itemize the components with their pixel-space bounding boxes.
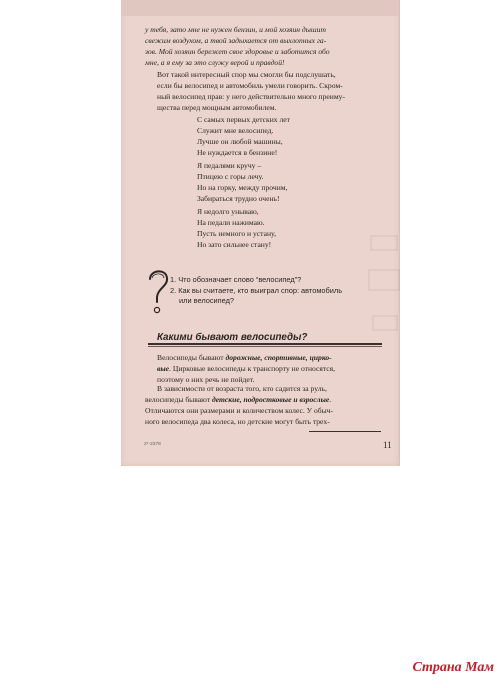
poem-line: Я недолго унываю, (197, 207, 259, 216)
poem-stanza-2 (197, 160, 377, 204)
paragraph-line: Вот такой интересный спор мы смогли бы подслушать, (157, 70, 336, 79)
poem-line: С самых первых детских лет (197, 115, 290, 124)
intro-paragraph (145, 24, 383, 68)
paragraph-line: поэтому о них речь не пойдет. (157, 375, 255, 384)
paragraph-line: если бы велосипед и автомобиль умели говорить. Скром- (157, 81, 343, 90)
scanned-book-page (121, 0, 400, 466)
age-categories-paragraph (145, 383, 383, 427)
question-mark-icon (143, 265, 173, 317)
poem-line: Птицею с горы лечу. (197, 172, 264, 181)
dispute-paragraph (145, 69, 383, 113)
print-code: 2*-2378 (144, 442, 161, 447)
poem-line: Но зато сильнее стану! (197, 240, 272, 249)
page-number: 11 (383, 440, 392, 450)
paragraph-line: Отличаются они размерами и количеством колес. У обыч- (145, 406, 334, 415)
page-top-shadow (121, 0, 399, 16)
paragraph-line (145, 394, 383, 405)
paragraph-line: ный велосипед прав: у него действительно много преиму- (157, 92, 345, 101)
intro-line: мне, а я ему за это служу верой и правдой! (145, 58, 285, 67)
question-2-continuation: или велосипед? (179, 296, 235, 305)
question-2: 2. Как вы считаете, кто выиграл спор: автомобиль (170, 285, 343, 295)
paragraph-line: В зависимости от возраста того, кто садится за руль, (157, 384, 327, 393)
poem-line: Пусть немного и устану, (197, 229, 276, 238)
paragraph-line (145, 363, 383, 374)
intro-line: свежим воздухом, а твой задыхается от выхлопных га- (145, 36, 327, 45)
text-run: . Цирковые велосипеды к транспорту не относятся, (169, 364, 336, 373)
poem-line: Лучше он любой машины, (197, 137, 283, 146)
intro-line: у тебя, зато мне не нужен бензин, и мой хозяин дышит (145, 25, 326, 34)
site-watermark: Страна Мам (412, 660, 494, 675)
section-heading: Какими бывают велосипеды? (157, 332, 308, 343)
poem-line: Я педалями кручу – (197, 161, 262, 170)
emphasized-term: детские, подростковые и взрослые (211, 395, 330, 404)
poem-line: Не нуждается в бензине! (197, 148, 278, 157)
poem-stanza-1 (197, 114, 377, 158)
emphasized-term: дорожные, спортивные, цирко- (225, 353, 332, 362)
poem-line: Забираться трудно очень! (197, 194, 280, 203)
heading-underline-thin (148, 346, 382, 347)
text-run: велосипеды бывают (145, 395, 212, 404)
paragraph-line: ного велосипеда два колеса, но детские могут быть трех- (145, 417, 330, 426)
paragraph-line (145, 352, 383, 363)
intro-line: зов. Мой хозяин бережет свое здоровье и заботится обо (145, 47, 330, 56)
bicycle-types-paragraph (145, 352, 383, 385)
question-list (170, 275, 375, 307)
poem-line: Но на горку, между прочим, (197, 183, 288, 192)
poem-line: На педали нажимаю. (197, 218, 265, 227)
poem-line: Служит мне велосипед. (197, 126, 274, 135)
heading-underline (148, 343, 382, 345)
text-run: Велосипеды бывают (157, 353, 226, 362)
emphasized-term: вые (157, 364, 170, 373)
poem-stanza-3 (197, 206, 377, 250)
text-run: . (329, 395, 332, 404)
paragraph-line: щества перед мощным автомобилем. (157, 103, 277, 112)
question-1: 1. Что обозначает слово “велосипед”? (170, 275, 302, 284)
footer-rule (309, 431, 381, 432)
